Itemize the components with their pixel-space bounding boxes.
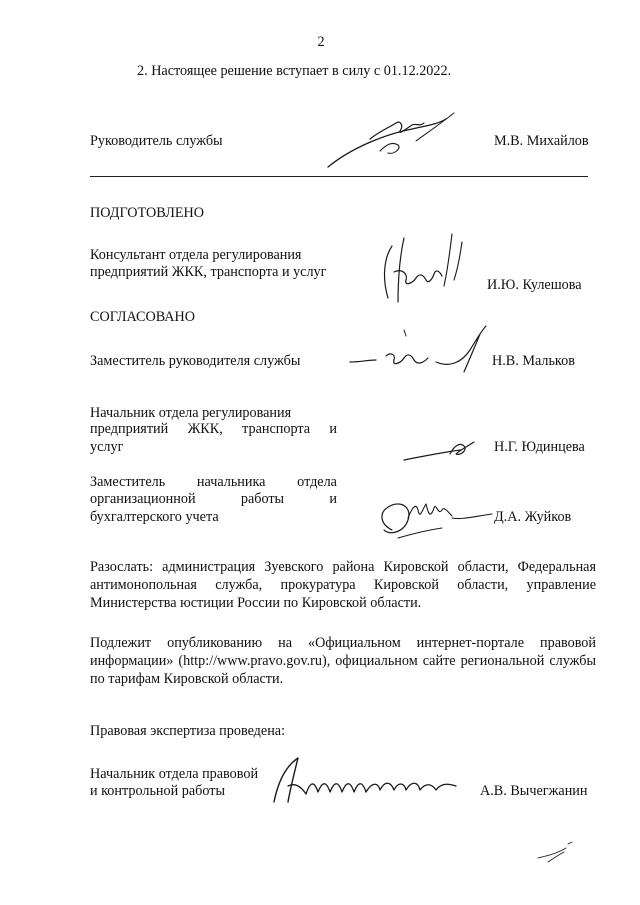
legal-head-signature — [266, 752, 474, 812]
prepared-role-line1: Консультант отдела регулирования — [90, 247, 302, 263]
dept-head-role-line3: услуг — [90, 439, 124, 455]
deputy-dept-role-line2: организационной работы и — [90, 491, 337, 507]
separator-line — [90, 176, 588, 177]
publication-paragraph: Подлежит опубликованию на «Официальном интернет-портале правовой информации» (http://www.pravo.gov.ru), официальном сайте региональной службы по тарифам Кировской области. — [90, 635, 596, 687]
agreed-heading: СОГЛАСОВАНО — [90, 309, 196, 325]
deputy-dept-role-line1: Заместитель начальника отдела — [90, 474, 337, 490]
prepared-heading: ПОДГОТОВЛЕНО — [90, 205, 204, 221]
deputy-dept-role-line3: бухгалтерского учета — [90, 509, 219, 525]
head-signature — [320, 105, 470, 175]
deputy-head-signature — [346, 322, 496, 382]
legal-review-heading: Правовая экспертиза проведена: — [90, 723, 286, 739]
dept-head-role-line2: предприятий ЖКК, транспорта и — [90, 421, 337, 437]
prepared-role-line2: предприятий ЖКК, транспорта и услуг — [90, 264, 327, 280]
prepared-name: И.Ю. Кулешова — [487, 277, 582, 293]
prepared-signature — [368, 228, 468, 308]
head-role: Руководитель службы — [90, 133, 223, 149]
page-number: 2 — [317, 34, 325, 50]
distribution-paragraph: Разослать: администрация Зуевского района Кировской области, Федеральная антимонопольная служба, прокуратура Кировской области, управление Министерства юстиции России по Кировской области. — [90, 559, 596, 611]
legal-head-role-line1: Начальник отдела правовой — [90, 766, 259, 782]
head-name: М.В. Михайлов — [494, 133, 589, 149]
item-2-effective-date: 2. Настоящее решение вступает в силу с 01.12.2022. — [137, 63, 452, 79]
dept-head-signature — [398, 428, 488, 468]
dept-head-name: Н.Г. Юдинцева — [494, 439, 585, 455]
deputy-head-role: Заместитель руководителя службы — [90, 353, 301, 369]
dept-head-role-line1: Начальник отдела регулирования — [90, 405, 292, 421]
legal-head-role-line2: и контрольной работы — [90, 783, 225, 799]
corner-mark — [534, 838, 578, 866]
deputy-head-name: Н.В. Мальков — [492, 353, 575, 369]
deputy-dept-name: Д.А. Жуйков — [494, 509, 572, 525]
deputy-dept-signature — [372, 490, 496, 546]
legal-head-name: А.В. Вычегжанин — [480, 783, 588, 799]
